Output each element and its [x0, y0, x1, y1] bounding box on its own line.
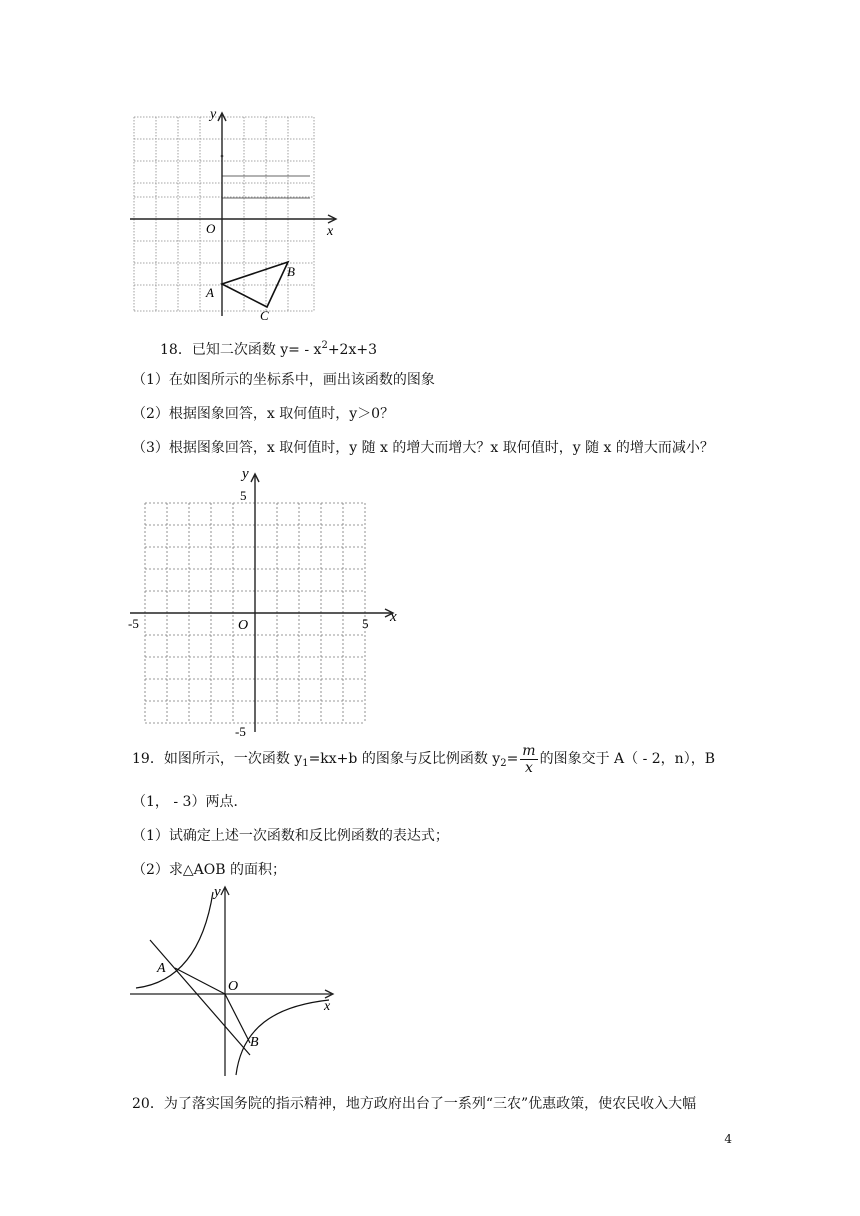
- figure-q18-coordinate-grid: [120, 460, 410, 740]
- fig17-x-label: x: [327, 224, 334, 239]
- q19-stem: 19．如图所示，一次函数 $y_1=kx+b$ 的图象与反比例函数 $y_2=$ $\frac{m}{x}$ 的图象交于 A（ - 2，n），B: [132, 742, 715, 776]
- q18-stem: 18．已知二次函数 $y= - x^2+2x+3$: [160, 340, 377, 358]
- q19-fraction: $\frac{m}{x}$: [522, 742, 536, 776]
- fig17-point-a: A: [206, 285, 214, 300]
- q18-part-3: （3）根据图象回答，x 取何值时，y 随 x 的增大而增大？x 取何值时，y 随 x 的增大而减小？: [132, 440, 714, 456]
- fig19-x-label: x: [324, 999, 331, 1014]
- fig19-point-a: A: [157, 961, 166, 976]
- q18-part-1: （1）在如图所示的坐标系中，画出该函数的图象: [132, 372, 435, 388]
- fig17-y-label: y: [210, 107, 217, 122]
- fig19-origin-label: O: [228, 979, 239, 994]
- figure-q17-grid: [120, 104, 350, 324]
- fig18-y-top-tick: 5: [240, 488, 247, 503]
- fig18-x-label: x: [390, 609, 397, 625]
- q19-part-2: （2）求△AOB 的面积；: [132, 862, 286, 878]
- figure-q19-graph: [124, 880, 344, 1080]
- q19-part-1: （1）试确定上述一次函数和反比例函数的表达式；: [132, 828, 449, 844]
- q18-number: 18．: [160, 342, 192, 358]
- fig17-point-c: C: [260, 308, 269, 323]
- fig19-point-b: B: [250, 1035, 259, 1050]
- fig19-y-label: y: [214, 884, 221, 900]
- q19-line-2: （1， - 3）两点．: [132, 794, 248, 810]
- q18-part-2: （2）根据图象回答，x 取何值时，y＞0？: [132, 406, 395, 422]
- fig18-x-left-tick: -5: [128, 616, 139, 631]
- fig18-y-bottom-tick: -5: [235, 724, 246, 739]
- page-number: 4: [724, 1132, 732, 1146]
- q20-number: 20．: [132, 1096, 164, 1112]
- q20-stem: 20．为了落实国务院的指示精神，地方政府出台了一系列“三农”优惠政策，使农民收入大幅: [132, 1096, 697, 1112]
- fig18-origin-label: O: [238, 618, 249, 633]
- fig17-point-b: B: [287, 264, 295, 279]
- fig18-x-right-tick: 5: [362, 616, 369, 631]
- fig17-origin-label: O: [206, 221, 216, 236]
- fig18-y-label: y: [242, 466, 249, 482]
- q19-number: 19．: [132, 751, 164, 767]
